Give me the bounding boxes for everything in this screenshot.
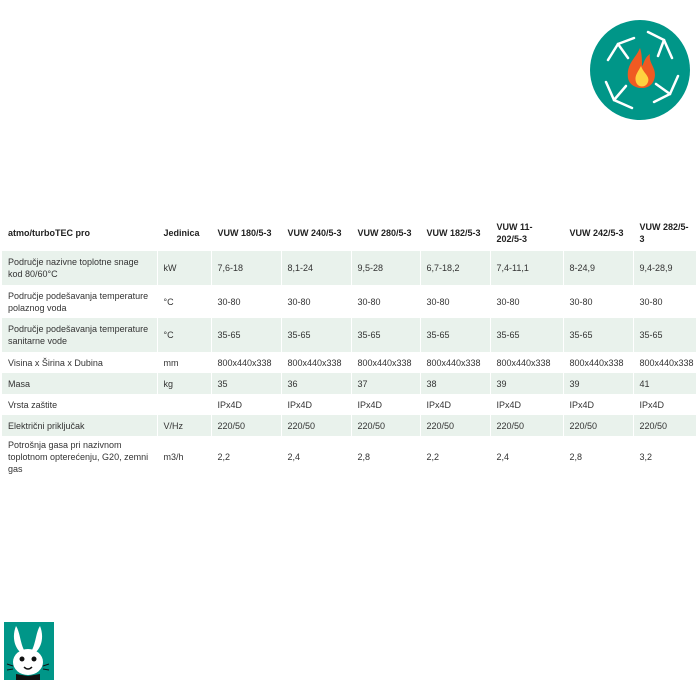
table-cell: °C — [157, 318, 211, 352]
table-cell: 35-65 — [420, 318, 490, 352]
column-header: VUW 240/5-3 — [281, 214, 351, 251]
table-cell: 220/50 — [633, 415, 696, 436]
table-cell: 35-65 — [563, 318, 633, 352]
table-cell: 9,5-28 — [351, 251, 420, 285]
table-cell: Masa — [2, 373, 157, 394]
column-header: VUW 280/5-3 — [351, 214, 420, 251]
table-cell: 35-65 — [633, 318, 696, 352]
table-cell: 30-80 — [211, 285, 281, 318]
table-cell: 35-65 — [281, 318, 351, 352]
table-cell: 800x440x338 — [211, 352, 281, 373]
table-cell: 800x440x338 — [633, 352, 696, 373]
table-row — [2, 352, 696, 373]
table-cell: 6,7-18,2 — [420, 251, 490, 285]
table-cell: 220/50 — [211, 415, 281, 436]
table-cell: 800x440x338 — [281, 352, 351, 373]
table-cell: Područje podešavanja temperature polaznog voda — [2, 285, 157, 318]
table-cell: V/Hz — [157, 415, 211, 436]
table-cell: 39 — [563, 373, 633, 394]
table-cell — [157, 394, 211, 415]
table-cell: 800x440x338 — [351, 352, 420, 373]
table-cell: m3/h — [157, 436, 211, 477]
column-header: VUW 282/5-3 — [633, 214, 696, 251]
table-cell: 39 — [490, 373, 563, 394]
table-cell: 3,2 — [633, 436, 696, 477]
table-cell: 7,4-11,1 — [490, 251, 563, 285]
table-cell: IPx4D — [420, 394, 490, 415]
column-header: Jedinica — [157, 214, 211, 251]
table-row — [2, 436, 696, 477]
table-header-row — [2, 214, 696, 251]
table-cell: Područje podešavanja temperature sanitarne vode — [2, 318, 157, 352]
table-cell: 30-80 — [351, 285, 420, 318]
flame-arrows-icon — [588, 18, 692, 122]
table-row — [2, 415, 696, 436]
table-cell: IPx4D — [281, 394, 351, 415]
table-cell: kW — [157, 251, 211, 285]
table-cell: 220/50 — [420, 415, 490, 436]
table-cell: 30-80 — [420, 285, 490, 318]
table-cell: 38 — [420, 373, 490, 394]
table-cell: mm — [157, 352, 211, 373]
column-header: VUW 182/5-3 — [420, 214, 490, 251]
table-cell: 220/50 — [563, 415, 633, 436]
hare-logo-icon — [4, 622, 54, 680]
table-row — [2, 318, 696, 352]
table-cell: 2,2 — [420, 436, 490, 477]
table-cell: 800x440x338 — [420, 352, 490, 373]
table-row — [2, 251, 696, 285]
table-row — [2, 373, 696, 394]
table-cell: 7,6-18 — [211, 251, 281, 285]
table-cell: 220/50 — [281, 415, 351, 436]
table-cell: °C — [157, 285, 211, 318]
table-cell: 8-24,9 — [563, 251, 633, 285]
table-cell: 35-65 — [351, 318, 420, 352]
table-cell: 30-80 — [281, 285, 351, 318]
table-cell: Područje nazivne toplotne snage kod 80/60°C — [2, 251, 157, 285]
table-cell: 30-80 — [633, 285, 696, 318]
table-cell: 2,4 — [490, 436, 563, 477]
table-cell: Električni priključak — [2, 415, 157, 436]
column-header: VUW 180/5-3 — [211, 214, 281, 251]
table-cell: Vrsta zaštite — [2, 394, 157, 415]
table-row — [2, 394, 696, 415]
table-cell: 35-65 — [490, 318, 563, 352]
table-cell: 2,4 — [281, 436, 351, 477]
table-cell: 35-65 — [211, 318, 281, 352]
table-cell: IPx4D — [490, 394, 563, 415]
table-cell: IPx4D — [351, 394, 420, 415]
table-cell: 2,8 — [563, 436, 633, 477]
table-cell: Visina x Širina x Dubina — [2, 352, 157, 373]
table-cell: kg — [157, 373, 211, 394]
table-row — [2, 285, 696, 318]
table-cell: 36 — [281, 373, 351, 394]
column-header: VUW 242/5-3 — [563, 214, 633, 251]
table-cell: 2,2 — [211, 436, 281, 477]
table-cell: 30-80 — [563, 285, 633, 318]
table-cell: 2,8 — [351, 436, 420, 477]
table-cell: 8,1-24 — [281, 251, 351, 285]
column-header: atmo/turboTEC pro — [2, 214, 157, 251]
table-cell: Potrošnja gasa pri nazivnom toplotnom opterećenju, G20, zemni gas — [2, 436, 157, 477]
table-cell: IPx4D — [211, 394, 281, 415]
table-cell: 41 — [633, 373, 696, 394]
spec-table — [2, 214, 697, 477]
table-cell: 9,4-28,9 — [633, 251, 696, 285]
table-cell: 35 — [211, 373, 281, 394]
table-cell: 30-80 — [490, 285, 563, 318]
column-header: VUW 11-202/5-3 — [490, 214, 563, 251]
table-cell: 220/50 — [490, 415, 563, 436]
table-cell: 800x440x338 — [490, 352, 563, 373]
table-cell: 800x440x338 — [563, 352, 633, 373]
table-cell: 220/50 — [351, 415, 420, 436]
table-cell: IPx4D — [633, 394, 696, 415]
table-cell: IPx4D — [563, 394, 633, 415]
table-cell: 37 — [351, 373, 420, 394]
